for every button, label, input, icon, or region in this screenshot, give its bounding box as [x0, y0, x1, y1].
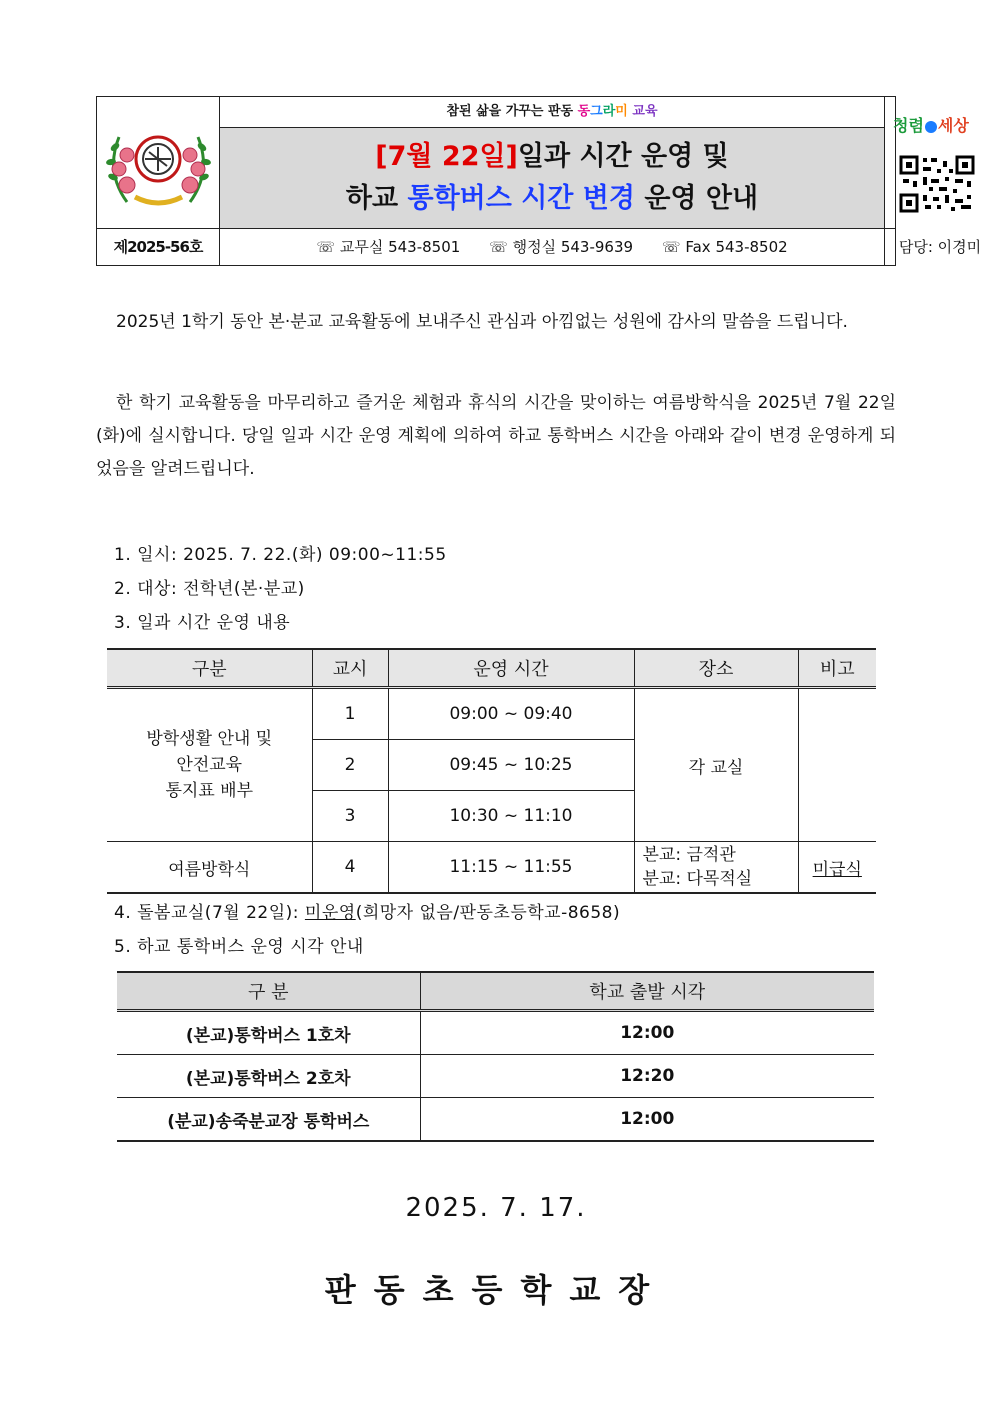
table-row	[107, 842, 876, 894]
school-slogan	[220, 97, 884, 128]
slogan-mi: 미	[615, 104, 628, 119]
note-cell	[798, 842, 876, 894]
col-header-departure: 학교 출발 시각	[420, 972, 874, 1011]
contact-numbers	[220, 229, 884, 265]
table-row	[117, 1055, 874, 1098]
schedule-table	[107, 648, 876, 894]
care-status: 미운영	[304, 903, 356, 923]
time-cell: 11:15 ~ 11:55	[388, 842, 634, 894]
slogan-post: 교육	[627, 104, 658, 119]
list-item-target: 2. 대상: 전학년(본·분교)	[114, 579, 305, 599]
tel-fax: ☏ Fax 543-8502	[661, 238, 788, 256]
table-row	[117, 1011, 874, 1055]
care-label: 4. 돌봄교실(7월 22일):	[114, 903, 305, 923]
school-emblem-cell	[97, 97, 220, 228]
title-date: [7월 22일]	[375, 141, 518, 172]
place-cell: 각 교실	[634, 688, 798, 842]
list-item-bus-title: 5. 하교 통학버스 운영 시각 안내	[114, 937, 364, 957]
bus-name-cell: (분교)송죽분교장 통학버스	[117, 1098, 420, 1142]
note-cell	[798, 688, 876, 842]
col-header-category: 구분	[107, 649, 312, 688]
col-header-time: 운영 시간	[388, 649, 634, 688]
tel-office: ☏ 교무실 543-8501	[316, 238, 461, 256]
schedule-header-row	[107, 649, 876, 688]
list-item-care	[114, 896, 620, 930]
integrity-logo-text: 청렴	[893, 116, 924, 135]
title-line1: 일과 시간 운영 및	[517, 141, 729, 172]
title-highlight: 통학버스 시간 변경	[407, 183, 635, 214]
document-date: 2025. 7. 17.	[405, 1193, 587, 1223]
category-line: 안전교육	[176, 755, 243, 775]
col-header-place: 장소	[634, 649, 798, 688]
place-line: 본교: 금적관	[642, 845, 736, 865]
globe-icon	[925, 121, 937, 133]
header-center	[220, 97, 884, 228]
category-line: 통지표 배부	[165, 781, 253, 801]
list-item-date: 1. 일시: 2025. 7. 22.(화) 09:00~11:55	[114, 545, 447, 565]
school-emblem-icon	[97, 97, 220, 228]
col-header-period: 교시	[312, 649, 388, 688]
period-cell: 3	[312, 791, 388, 842]
period-cell: 1	[312, 688, 388, 740]
period-cell: 4	[312, 842, 388, 894]
col-header-note: 비고	[798, 649, 876, 688]
slogan-ra: 라	[602, 104, 616, 119]
document-header	[96, 96, 982, 266]
bus-time-cell: 12:20	[420, 1055, 874, 1098]
col-header-bus: 구 분	[117, 972, 420, 1011]
slogan-text: 참된 삶을 가꾸는 판동	[446, 104, 578, 119]
document-number: 제2025-56호	[97, 229, 220, 265]
category-cell	[107, 688, 312, 842]
table-row	[107, 688, 876, 740]
intro-paragraph-2: 한 학기 교육활동을 마무리하고 즐거운 체험과 휴식의 시간을 맞이하는 여름방학식을 2025년 7월 22일(화)에 실시합니다. 당일 일과 시간 운영 계획에 의하여 하교 통학버스 시간을 아래와 같이 변경 운영하게 되었음을 알려드립니다.	[96, 393, 896, 479]
title-line2-a: 하교	[345, 183, 408, 214]
bus-time-cell: 12:00	[420, 1098, 874, 1142]
table-row	[117, 1098, 874, 1142]
integrity-logo-cell	[884, 97, 992, 228]
manager-name: 담당: 이경미	[884, 229, 992, 265]
slogan-dong: 동	[577, 104, 591, 119]
slogan-gu: 그	[590, 104, 603, 119]
place-cell	[634, 842, 798, 894]
bus-header-row	[117, 972, 874, 1011]
info-list-bottom	[114, 896, 620, 964]
category-line: 방학생활 안내 및	[146, 729, 273, 749]
header-contact-row	[97, 228, 982, 265]
bus-table	[117, 971, 874, 1142]
category-cell: 여름방학식	[107, 842, 312, 894]
time-cell: 09:45 ~ 10:25	[388, 740, 634, 791]
integrity-logo-text2: 세상	[937, 116, 969, 135]
period-cell: 2	[312, 740, 388, 791]
bus-name-cell: (본교)통학버스 2호차	[117, 1055, 420, 1098]
info-list-top	[114, 538, 447, 640]
bus-name-cell: (본교)통학버스 1호차	[117, 1011, 420, 1055]
intro-paragraph-1: 2025년 1학기 동안 본·분교 교육활동에 보내주신 관심과 아낌없는 성원에 감사의 말씀을 드립니다.	[116, 312, 848, 332]
list-item-schedule-title: 3. 일과 시간 운영 내용	[114, 613, 291, 633]
title-line2-b: 운영 안내	[634, 183, 759, 214]
bus-time-cell: 12:00	[420, 1011, 874, 1055]
note-text: 미급식	[812, 859, 862, 880]
tel-admin: ☏ 행정실 543-9639	[489, 238, 634, 256]
time-cell: 10:30 ~ 11:10	[388, 791, 634, 842]
document-title	[220, 128, 884, 228]
integrity-logo	[893, 113, 969, 136]
place-line: 분교: 다목적실	[642, 869, 753, 889]
principal-signature: 판동초등학교장	[324, 1271, 668, 1309]
time-cell: 09:00 ~ 09:40	[388, 688, 634, 740]
qr-code-icon	[899, 155, 975, 213]
care-detail: (희망자 없음/판동초등학교-8658)	[355, 903, 621, 923]
